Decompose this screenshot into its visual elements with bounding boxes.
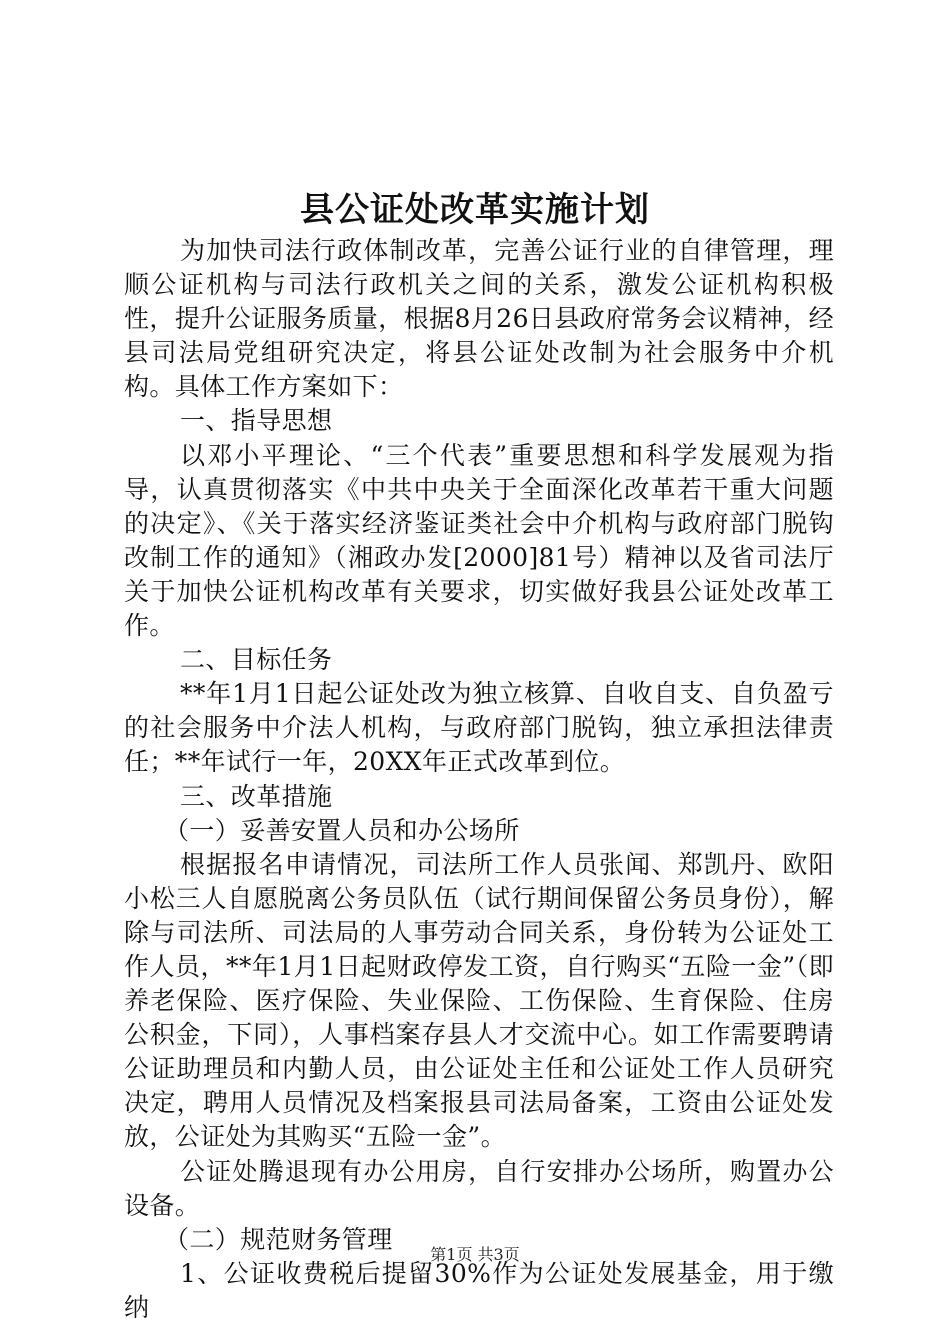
- page-number-footer: 第1页 共3页: [430, 1245, 520, 1264]
- section-heading-goals: 二、目标任务: [180, 645, 333, 675]
- document-title: 县公证处改革实施计划: [300, 190, 650, 230]
- section-heading-guiding-thought: 一、指导思想: [180, 406, 333, 436]
- finance-paragraph-1: 1、公证收费税后提留30%作为公证处发展基金，用于缴纳: [124, 1258, 834, 1322]
- subsection-heading-finance: （二）规范财务管理: [164, 1224, 393, 1254]
- subsection-heading-personnel: （一）妥善安置人员和办公场所: [164, 815, 520, 845]
- intro-paragraph: 为加快司法行政体制改革，完善公证行业的自律管理，理顺公证机构与司法行政机关之间的关系，激发公证机构积极性，提升公证服务质量，根据8月26日县政府常务会议精神，经县司法局党组研究决定，将县公证处改制为社会服务中介机构。具体工作方案如下：: [124, 236, 834, 402]
- section-heading-measures: 三、改革措施: [180, 781, 333, 811]
- guiding-thought-paragraph: 以邓小平理论、“三个代表”重要思想和科学发展观为指导，认真贯彻落实《中共中央关于全面深化改革若干重大问题的决定》、《关于落实经济鉴证类社会中介机构与政府部门脱钩改制工作的通知》（湘政办发[2000]81号）精神以及省司法厅关于加快公证机构改革有关要求，切实做好我县公证处改革工作。: [124, 440, 834, 641]
- goals-paragraph: **年1月1日起公证处改为独立核算、自收自支、自负盈亏的社会服务中介法人机构，与政府部门脱钩，独立承担法律责任；**年试行一年，20XX年正式改革到位。: [124, 679, 834, 777]
- document-body: [124, 234, 834, 1325]
- personnel-paragraph: 根据报名申请情况，司法所工作人员张闻、郑凯丹、欧阳小松三人自愿脱离公务员队伍（试行期间保留公务员身份），解除与司法所、司法局的人事劳动合同关系，身份转为公证处工作人员，**年1月1日起财政停发工资，自行购买“五险一金”（即养老保险、医疗保险、失业保险、工伤保险、生育保险、住房公积金，下同），人事档案存县人才交流中心。如工作需要聘请公证助理员和内勤人员，由公证处主任和公证处工作人员研究决定，聘用人员情况及档案报县司法局备案，工资由公证处发放，公证处为其购买“五险一金”。: [124, 849, 834, 1152]
- office-paragraph: 公证处腾退现有办公用房，自行安排办公场所，购置办公设备。: [124, 1156, 834, 1220]
